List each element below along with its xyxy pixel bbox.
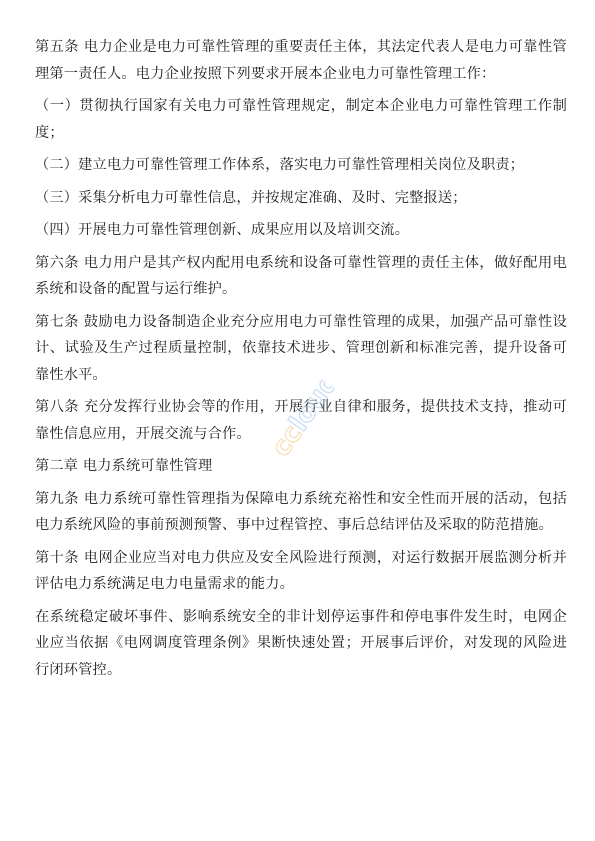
article-5-item-4: （四）开展电力可靠性管理创新、成果应用以及培训交流。 <box>35 222 410 238</box>
article-9: 第九条 电力系统可靠性管理指为保障电力系统充裕性和安全性而开展的活动，包括电力系统风险的事前预测预警、事中过程管控、事后总结评估及采取的防范措施。 <box>35 490 567 533</box>
chapter-2-heading: 第二章 电力系统可靠性管理 <box>35 458 213 474</box>
article-6: 第六条 电力用户是其产权内配用电系统和设备可靠性管理的责任主体，做好配用电系统和设备的配置与运行维护。 <box>35 254 567 297</box>
article-8: 第八条 充分发挥行业协会等的作用，开展行业自律和服务，提供技术支持，推动可靠性信息应用，开展交流与合作。 <box>35 399 567 442</box>
article-7: 第七条 鼓励电力设备制造企业充分应用电力可靠性管理的成果，加强产品可靠性设计、试验及生产过程质量控制，依靠技术进步、管理创新和标准完善，提升设备可靠性水平。 <box>35 313 567 383</box>
watermark-text-2: loud <box>283 367 346 437</box>
article-10: 第十条 电网企业应当对电力供应及安全风险进行预测，对运行数据开展监测分析并评估电力系统满足电力电量需求的能力。 <box>35 549 567 592</box>
document-body <box>35 34 567 689</box>
article-10-continued: 在系统稳定破坏事件、影响系统安全的非计划停运事件和停电事件发生时，电网企业应当依据《电网调度管理条例》果断快速处置；开展事后评价，对发现的风险进行闭环管控。 <box>35 608 567 678</box>
article-5-item-1: （一）贯彻执行国家有关电力可靠性管理规定，制定本企业电力可靠性管理工作制度； <box>35 98 567 141</box>
article-5-item-2: （二）建立电力可靠性管理工作体系，落实电力可靠性管理相关岗位及职责； <box>35 157 525 173</box>
article-5-item-3: （三）采集分析电力可靠性信息，并按规定准确、及时、完整报送； <box>35 189 467 206</box>
watermark-text-1: cc <box>266 419 309 463</box>
article-5: 第五条 电力企业是电力可靠性管理的重要责任主体，其法定代表人是电力可靠性管理第一责任人。电力企业按照下列要求开展本企业电力可靠性管理工作： <box>35 39 567 82</box>
